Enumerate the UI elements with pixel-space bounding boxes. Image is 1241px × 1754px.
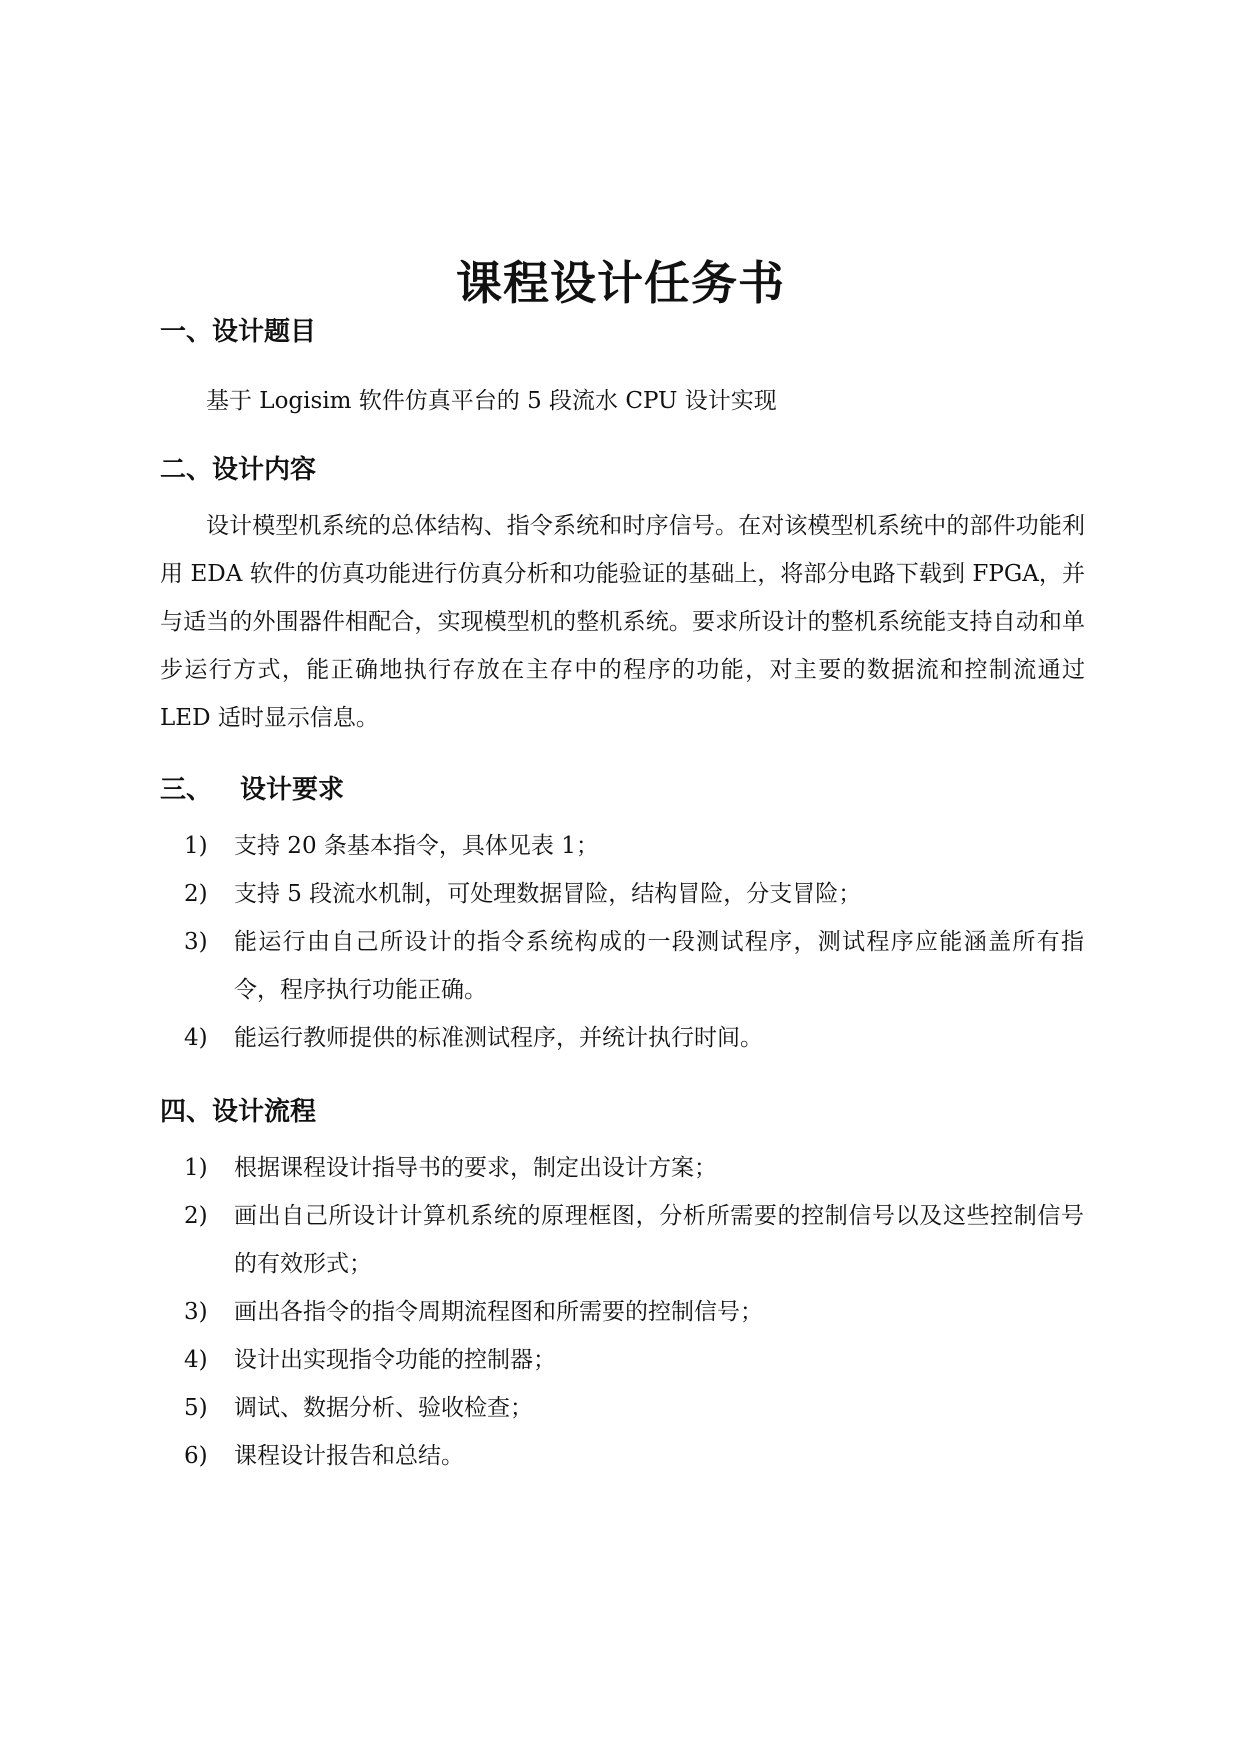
list-item-text: 画出自己所设计计算机系统的原理框图，分析所需要的控制信号以及这些控制信号的有效形式；: [234, 1203, 1084, 1277]
section-heading-requirements: [160, 772, 344, 808]
list-item-number: 1): [184, 833, 208, 859]
design-topic-text: 基于 Logisim 软件仿真平台的 5 段流水 CPU 设计实现: [206, 388, 777, 414]
list-item-number: 1): [184, 1155, 208, 1181]
section-heading-requirements-text: 设计要求: [240, 775, 345, 805]
design-flow-list: [0, 1144, 1084, 1480]
document-title: 课程设计任务书: [456, 255, 785, 310]
list-item: [0, 870, 1084, 918]
section-heading-content: 二、设计内容: [160, 455, 317, 485]
list-item-text: 能运行教师提供的标准测试程序，并统计执行时间。: [234, 1025, 763, 1051]
list-item-number: 2): [184, 881, 208, 907]
list-item: [0, 918, 1084, 1014]
list-item: [0, 1014, 1084, 1062]
list-item-number: 3): [184, 929, 208, 955]
list-item-text: 调试、数据分析、验收检查；: [234, 1395, 533, 1421]
list-item-text: 能运行由自己所设计的指令系统构成的一段测试程序，测试程序应能涵盖所有指令，程序执行功能正确。: [234, 929, 1084, 1003]
list-item: [0, 1288, 1084, 1336]
list-item-number: 4): [184, 1025, 208, 1051]
list-item: [0, 1384, 1084, 1432]
list-item: [0, 1432, 1084, 1480]
list-item-text: 支持 20 条基本指令，具体见表 1；: [234, 833, 599, 859]
section-heading-requirements-number: 三、: [160, 775, 213, 805]
requirements-list: [0, 822, 1084, 1062]
section-heading-flow: 四、设计流程: [160, 1097, 317, 1127]
list-item-text: 支持 5 段流水机制，可处理数据冒险，结构冒险，分支冒险；: [234, 881, 862, 907]
design-content-paragraph: 设计模型机系统的总体结构、指令系统和时序信号。在对该模型机系统中的部件功能利用 EDA 软件的仿真功能进行仿真分析和功能验证的基础上，将部分电路下载到 FPGA，并与适当的外围器件相配合，实现模型机的整机系统。要求所设计的整机系统能支持自动和单步运行方式，能正确地执行存放在主存中的程序的功能，对主要的数据流和控制流通过 LED 适时显示信息。: [160, 513, 1085, 731]
list-item-text: 设计出实现指令功能的控制器；: [234, 1347, 556, 1373]
list-item-text: 课程设计报告和总结。: [234, 1443, 464, 1469]
list-item-text: 根据课程设计指导书的要求，制定出设计方案；: [234, 1155, 717, 1181]
section-heading-topic: 一、设计题目: [160, 317, 317, 347]
list-item: [0, 822, 1084, 870]
list-item-text: 画出各指令的指令周期流程图和所需要的控制信号；: [234, 1299, 763, 1325]
list-item-number: 3): [184, 1299, 208, 1325]
list-item-number: 4): [184, 1347, 208, 1373]
list-item: [0, 1336, 1084, 1384]
list-item: [0, 1192, 1084, 1288]
list-item: [0, 1144, 1084, 1192]
list-item-number: 2): [184, 1203, 208, 1229]
list-item-number: 6): [184, 1443, 208, 1469]
list-item-number: 5): [184, 1395, 208, 1421]
